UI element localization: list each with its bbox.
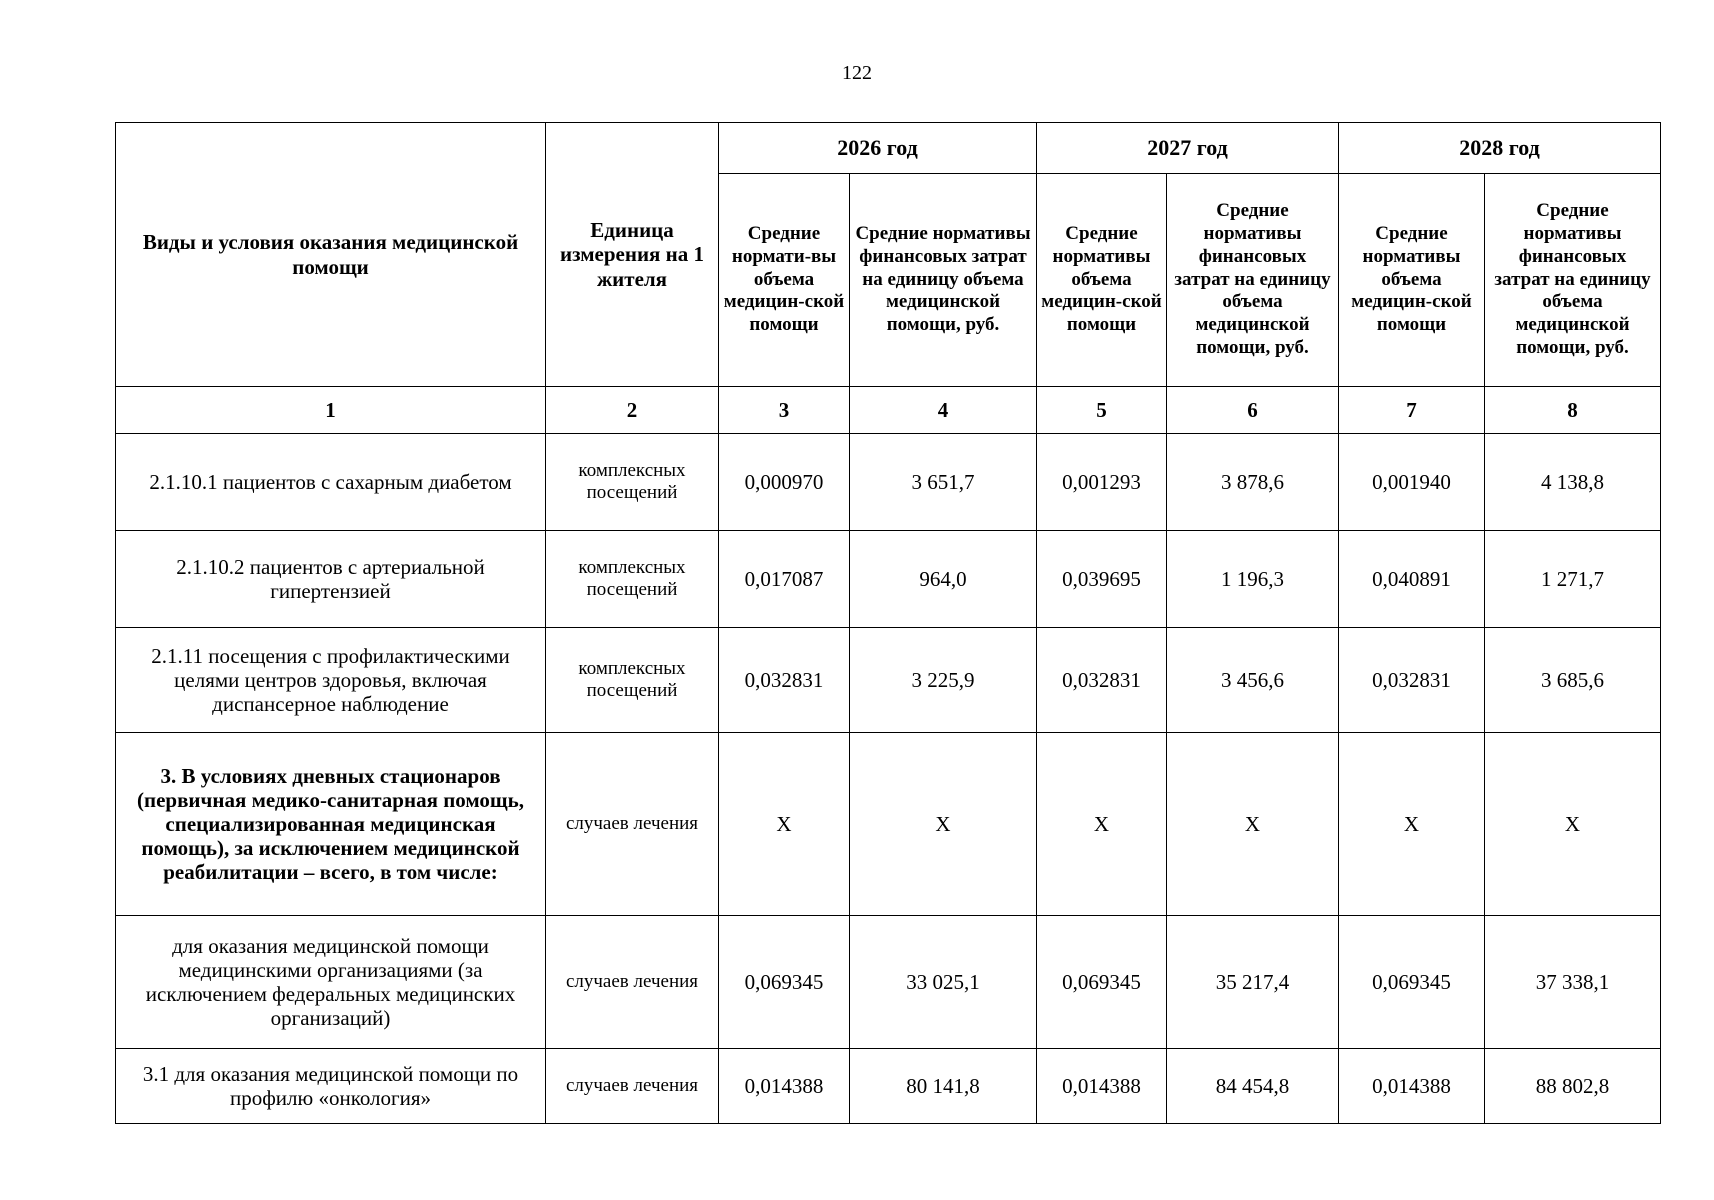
cell-cost-2026: 3 651,7: [850, 434, 1037, 531]
page-number: 122: [842, 62, 872, 84]
table-row: [116, 1049, 1661, 1124]
header-cost-2028: Средние нормативы финансовых затрат на единицу объема медицинской помощи, руб.: [1485, 174, 1661, 387]
column-number: 7: [1339, 387, 1485, 434]
cell-cost-2028: 3 685,6: [1485, 628, 1661, 733]
cell-volume-2027: Х: [1037, 733, 1167, 916]
cell-cost-2028: Х: [1485, 733, 1661, 916]
header-volume-2028: Средние нормативы объема медицин-ской помощи: [1339, 174, 1485, 387]
row-name: 2.1.11 посещения с профилактическими целями центров здоровья, включая диспансерное наблюдение: [116, 628, 546, 733]
cell-volume-2028: 0,040891: [1339, 531, 1485, 628]
cell-cost-2027: Х: [1167, 733, 1339, 916]
column-number: 4: [850, 387, 1037, 434]
cell-cost-2026: 80 141,8: [850, 1049, 1037, 1124]
cell-volume-2026: 0,017087: [719, 531, 850, 628]
table-row: [116, 434, 1661, 531]
cell-cost-2027: 35 217,4: [1167, 916, 1339, 1049]
cell-cost-2027: 3 878,6: [1167, 434, 1339, 531]
header-unit: Единица измерения на 1 жителя: [546, 123, 719, 387]
cell-volume-2026: Х: [719, 733, 850, 916]
cell-volume-2026: 0,032831: [719, 628, 850, 733]
cell-volume-2026: 0,014388: [719, 1049, 850, 1124]
header-kind-conditions: Виды и условия оказания медицинской помощи: [116, 123, 546, 387]
cell-cost-2026: 964,0: [850, 531, 1037, 628]
table-row: [116, 916, 1661, 1049]
cell-volume-2028: Х: [1339, 733, 1485, 916]
cell-volume-2028: 0,032831: [1339, 628, 1485, 733]
cell-cost-2028: 88 802,8: [1485, 1049, 1661, 1124]
column-number: 2: [546, 387, 719, 434]
row-name: 2.1.10.1 пациентов с сахарным диабетом: [116, 434, 546, 531]
row-unit: случаев лечения: [546, 733, 719, 916]
header-row-years: [116, 123, 1661, 174]
cell-cost-2027: 84 454,8: [1167, 1049, 1339, 1124]
row-name: для оказания медицинской помощи медицинскими организациями (за исключением федеральных медицинских организаций): [116, 916, 546, 1049]
cell-volume-2027: 0,069345: [1037, 916, 1167, 1049]
cell-cost-2028: 37 338,1: [1485, 916, 1661, 1049]
cell-volume-2027: 0,039695: [1037, 531, 1167, 628]
cell-volume-2028: 0,001940: [1339, 434, 1485, 531]
cell-volume-2026: 0,069345: [719, 916, 850, 1049]
header-year-2028: 2028 год: [1339, 123, 1661, 174]
row-unit: комплексных посещений: [546, 628, 719, 733]
row-name: 3. В условиях дневных стационаров (первичная медико-санитарная помощь, специализированная медицинская помощь), за исключением медицинской реабилитации – всего, в том числе:: [116, 733, 546, 916]
cell-volume-2027: 0,014388: [1037, 1049, 1167, 1124]
cell-volume-2028: 0,069345: [1339, 916, 1485, 1049]
header-volume-2026: Средние нормати-вы объема медицин-ской помощи: [719, 174, 850, 387]
column-number: 5: [1037, 387, 1167, 434]
header-cost-2026: Средние нормативы финансовых затрат на единицу объема медицинской помощи, руб.: [850, 174, 1037, 387]
cell-cost-2026: 33 025,1: [850, 916, 1037, 1049]
row-unit: случаев лечения: [546, 916, 719, 1049]
column-number: 8: [1485, 387, 1661, 434]
table-row: [116, 531, 1661, 628]
column-number: 6: [1167, 387, 1339, 434]
table-row: [116, 628, 1661, 733]
cell-cost-2027: 1 196,3: [1167, 531, 1339, 628]
row-unit: случаев лечения: [546, 1049, 719, 1124]
cell-volume-2028: 0,014388: [1339, 1049, 1485, 1124]
norms-table: [115, 122, 1661, 1124]
row-unit: комплексных посещений: [546, 531, 719, 628]
row-unit: комплексных посещений: [546, 434, 719, 531]
table-row: [116, 733, 1661, 916]
row-name: 2.1.10.2 пациентов с артериальной гипертензией: [116, 531, 546, 628]
header-row-column-numbers: [116, 387, 1661, 434]
column-number: 1: [116, 387, 546, 434]
column-number: 3: [719, 387, 850, 434]
header-cost-2027: Средние нормативы финансовых затрат на единицу объема медицинской помощи, руб.: [1167, 174, 1339, 387]
header-volume-2027: Средние нормативы объема медицин-ской помощи: [1037, 174, 1167, 387]
cell-volume-2026: 0,000970: [719, 434, 850, 531]
row-name: 3.1 для оказания медицинской помощи по профилю «онкология»: [116, 1049, 546, 1124]
cell-cost-2028: 4 138,8: [1485, 434, 1661, 531]
cell-cost-2026: 3 225,9: [850, 628, 1037, 733]
cell-cost-2026: Х: [850, 733, 1037, 916]
cell-cost-2028: 1 271,7: [1485, 531, 1661, 628]
cell-volume-2027: 0,032831: [1037, 628, 1167, 733]
cell-volume-2027: 0,001293: [1037, 434, 1167, 531]
header-year-2027: 2027 год: [1037, 123, 1339, 174]
header-year-2026: 2026 год: [719, 123, 1037, 174]
cell-cost-2027: 3 456,6: [1167, 628, 1339, 733]
